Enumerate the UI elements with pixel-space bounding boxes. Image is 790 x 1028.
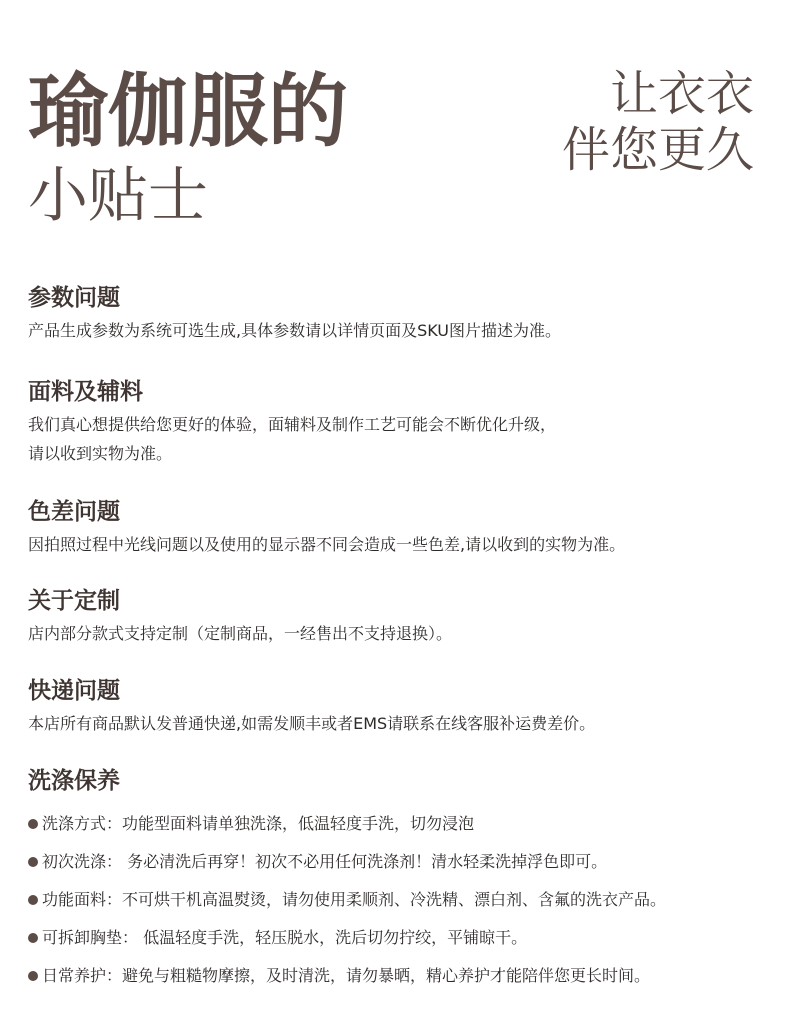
section-title: 参数问题 bbox=[28, 285, 120, 311]
list-item bbox=[28, 881, 762, 919]
page-subtitle: 小贴士 bbox=[28, 161, 208, 231]
list-item bbox=[28, 957, 762, 995]
list-item bbox=[28, 805, 762, 843]
section-parameters bbox=[28, 282, 762, 345]
section-text bbox=[28, 410, 762, 468]
section-text: 因拍照过程中光线问题以及使用的显示器不同会造成一些色差,请以收到的实物为准。 bbox=[28, 535, 626, 554]
slogan-line-2: 伴您更久 bbox=[561, 122, 754, 178]
section-text: 店内部分款式支持定制（定制商品，一经售出不支持退换）。 bbox=[28, 624, 453, 643]
section-custom bbox=[28, 585, 762, 648]
section-title: 快递问题 bbox=[28, 678, 120, 704]
bullet-icon bbox=[28, 895, 38, 905]
bullet-icon bbox=[28, 933, 38, 943]
bullet-icon bbox=[28, 857, 38, 867]
section-wash bbox=[28, 765, 762, 995]
bullet-icon bbox=[28, 819, 38, 829]
list-item bbox=[28, 919, 762, 957]
section-title: 面料及辅料 bbox=[28, 379, 143, 405]
section-title: 色差问题 bbox=[28, 499, 120, 525]
list-item-text: 可拆卸胸垫： 低温轻度手洗，轻压脱水，洗后切勿拧绞，平铺晾干。 bbox=[42, 928, 528, 947]
slogan-line-1: 让衣衣 bbox=[609, 66, 754, 122]
section-text: 产品生成参数为系统可选生成,具体参数请以详情页面及SKU图片描述为准。 bbox=[28, 321, 562, 340]
section-color bbox=[28, 496, 762, 559]
section-title: 关于定制 bbox=[28, 588, 120, 614]
section-title: 洗涤保养 bbox=[28, 768, 120, 794]
list-item-text: 功能面料：不可烘干机高温熨烫，请勿使用柔顺剂、冷洗精、漂白剂、含氟的洗衣产品。 bbox=[42, 890, 667, 909]
list-item-text: 初次洗涤： 务必清洗后再穿！初次不必用任何洗涤剂！清水轻柔洗掉浮色即可。 bbox=[42, 852, 608, 871]
section-shipping bbox=[28, 675, 762, 738]
list-item bbox=[28, 843, 762, 881]
list-item-text: 洗涤方式：功能型面料请单独洗涤，低温轻度手洗，切勿浸泡 bbox=[42, 814, 475, 833]
section-text: 本店所有商品默认发普通快递,如需发顺丰或者EMS请联系在线客服补运费差价。 bbox=[28, 714, 596, 733]
bullet-icon bbox=[28, 971, 38, 981]
section-text-line: 请以收到实物为准。 bbox=[28, 444, 173, 463]
section-text-line: 我们真心想提供给您更好的体验，面辅料及制作工艺可能会不断优化升级， bbox=[28, 415, 557, 434]
slogan bbox=[562, 66, 754, 178]
list-item-text: 日常养护：避免与粗糙物摩擦，及时清洗，请勿暴晒，精心养护才能陪伴您更长时间。 bbox=[42, 966, 651, 985]
section-fabric bbox=[28, 376, 762, 468]
page-title: 瑜伽服的 bbox=[28, 65, 348, 158]
wash-list bbox=[28, 805, 762, 995]
